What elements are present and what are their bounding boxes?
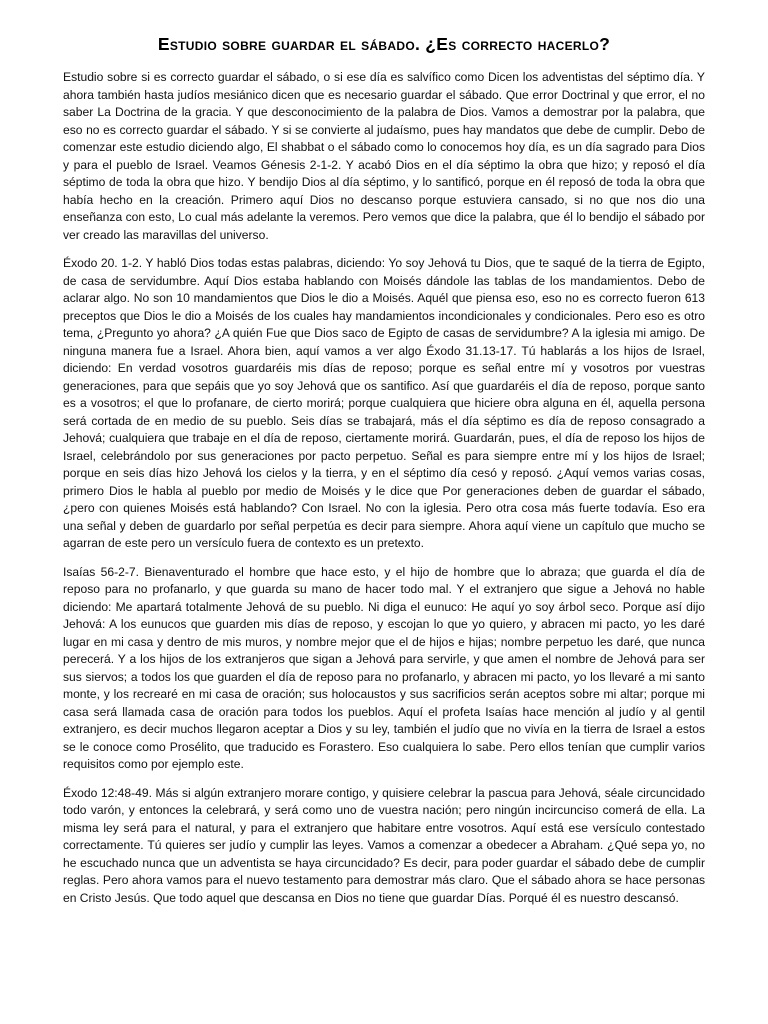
body-paragraph-4: Éxodo 12:48-49. Más si algún extranjero morare contigo, y quisiere celebrar la pascua para Jehová, séale circuncidado todo varón, y entonces la celebrará, y será como uno de vuestra nación; pero ningún incircunciso comerá de ella. La misma ley será para el natural, y para el extranjero que habitare entre vosotros. Aquí está ese versículo contestado correctamente. Tú quieres ser judío y cumplir las leyes. Vamos a comenzar a obedecer a Abraham. ¿Qué sepa yo, no he escuchado nunca que un adventista se haya circuncidado? Es decir, para poder guardar el sábado debe de cumplir reglas. Pero ahora vamos para el nuevo testamento para demostrar más claro. Que el sábado ahora se hace personas en Cristo Jesús. Que todo aquel que descansa en Dios no tiene que guardar Días. Porqué él es nuestro descansó. [63, 785, 705, 905]
body-paragraph-1: Estudio sobre si es correcto guardar el sábado, o si ese día es salvífico como Dicen los adventistas del séptimo día. Y ahora también hasta judíos mesiánico dicen que es necesario guardar el sábado. Que error Doctrinal y que error, el no saber La Doctrina de la gracia. Y que desconocimiento de la palabra de Dios. Vamos a demostrar por la palabra, que eso no es correcto guardar el sábado. Y si se convierte al judaísmo, pues hay mandatos que debe de cumplir. Debo de comenzar este estudio diciendo algo, El shabbat o el sábado como lo conocemos hoy día, es un día sagrado para Dios y para el pueblo de Israel. Veamos Génesis 2-1-2. Y acabó Dios en el día séptimo la obra que hizo; y reposó el día séptimo de toda la obra que hizo. Y bendijo Dios al día séptimo, y lo santificó, porque en él reposó de toda la obra que había hecho en la creación. Primero aquí Dios no descanso porque estuviera cansado, si no que nos dio una enseñanza con esto, Lo cual más adelante la veremos. Pero vemos que dice la palabra, que él lo bendijo el sábado por ver creado las maravillas del universo. [63, 70, 705, 242]
document-title: Estudio sobre guardar el sábado. ¿Es correcto hacerlo? [157, 34, 611, 54]
body-paragraph-2: Éxodo 20. 1-2. Y habló Dios todas estas palabras, diciendo: Yo soy Jehová tu Dios, que te saqué de la tierra de Egipto, de casa de servidumbre. Aquí Dios estaba hablando con Moisés dándole las tablas de los mandamientos. Debo de aclarar algo. No son 10 mandamientos que Dios le dio a Moisés. Aquél que piensa eso, eso no es correcto fueron 613 preceptos que Dios le dio a Moisés de los cuales hay mandamientos incondicionales y condicionales. Pero eso es otro tema, ¿Pregunto yo ahora? ¿A quién Fue que Dios saco de Egipto de casas de servidumbre? A la iglesia mi amigo. De ninguna manera fue a Israel. Ahora bien, aquí vamos a ver algo Éxodo 31.13-17. Tú hablarás a los hijos de Israel, diciendo: En verdad vosotros guardaréis mis días de reposo; porque es señal entre mí y vosotros por vuestras generaciones, para que sepáis que yo soy Jehová que os santifico. Así que guardaréis el día de reposo, porque santo es a vosotros; el que lo profanare, de cierto morirá; porque cualquiera que hiciere obra alguna en él, aquella persona será cortada de en medio de su pueblo. Seis días se trabajará, más el día séptimo es día de reposo consagrado a Jehová; cualquiera que trabaje en el día de reposo, ciertamente morirá. Guardarán, pues, el día de reposo los hijos de Israel, celebrándolo por sus generaciones por pacto perpetuo. Señal es para siempre entre mí y los hijos de Israel; porque en seis días hizo Jehová los cielos y la tierra, y en el séptimo día cesó y reposó. ¿Aquí vemos varias cosas, primero Dios le habla al pueblo por medio de Moisés y le dice que Por generaciones deben de guardar el sábado, ¿pero con quienes Moisés está hablando? Con Israel. No con la iglesia. Pero otra cosa más fuerte todavía. Eso era una señal y deben de guardarlo por señal perpetúa es decir para siempre. Ahora aquí viene un capítulo que mucho se agarran de este pero un versículo fuera de contexto es un pretexto. [63, 256, 705, 550]
body-paragraph-3: Isaías 56-2-7. Bienaventurado el hombre que hace esto, y el hijo de hombre que lo abraza; que guarda el día de reposo para no profanarlo, y que guarda su mano de hacer todo mal. Y el extranjero que sigue a Jehová no hable diciendo: Me apartará totalmente Jehová de su pueblo. Ni diga el eunuco: He aquí yo soy árbol seco. Porque así dijo Jehová: A los eunucos que guarden mis días de reposo, y escojan lo que yo quiero, y abracen mi pacto, yo les daré lugar en mi casa y dentro de mis muros, y nombre mejor que el de hijos e hijas; nombre perpetuo les daré, que nunca perecerá. Y a los hijos de los extranjeros que sigan a Jehová para servirle, y que amen el nombre de Jehová para ser sus siervos; a todos los que guarden el día de reposo para no profanarlo, y abracen mi pacto, yo los llevaré a mi santo monte, y los recrearé en mi casa de oración; sus holocaustos y sus sacrificios serán aceptos sobre mi altar; porque mi casa será llamada casa de oración para todos los pueblos. Aquí el profeta Isaías hace mención al judío y al gentil extranjero, es decir muchos llegaron aceptar a Dios y su ley, también el judío que no vivía en la tierra de Israel a estos se le conoce como Prosélito, que traducido es Forastero. Eso cualquiera lo sabe. Pero ellos tenían que cumplir varios requisitos como por ejemplo este. [63, 564, 705, 771]
